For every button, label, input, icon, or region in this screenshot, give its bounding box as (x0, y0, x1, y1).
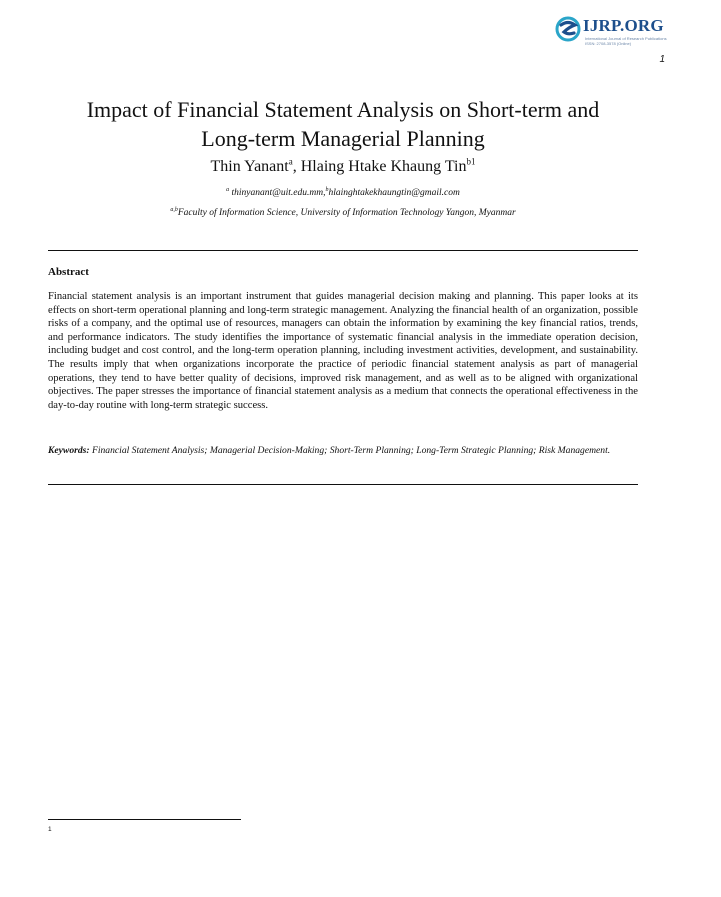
email-a[interactable]: thinyanant@uit.edu.mm, (229, 188, 326, 198)
abstract-heading: Abstract (48, 266, 89, 278)
abstract-text: Financial statement analysis is an important instrument that guides managerial decision making and planning. This paper looks at its effects on short-term operational planning and long-term strategic management. Analyzing the financial health of an organization, possible risks of a company, and the optimal use of resources, managers can obtain the information by examining the key financial ratios, trends, and performance indicators. The study identifies the importance of systematic financial analysis in the immediate operation decision, including budget and cost control, and the long-term operation planning, including investment activities, development, and sustainability. The results imply that when organizations incorporate the practice of periodic financial statement analysis as part of managerial operations, they tend to have better quality of decisions, improved risk management, and as well as to be aligned with organizational objectives. The paper stresses the importance of financial statement analysis as a medium that connects the operational effectiveness in the day-to-day routine with long-term strategic success. (48, 291, 638, 411)
journal-logo (555, 16, 667, 46)
affiliation-mark: a,b (170, 206, 178, 213)
title-line-2: Long-term Managerial Planning (201, 126, 485, 151)
author-1-name: Thin Yanant (210, 158, 289, 175)
author-1-mark: a (288, 156, 293, 167)
page-number: 1 (659, 54, 665, 65)
title-line-1: Impact of Financial Statement Analysis on Short-term and (86, 97, 600, 122)
author-2-name: Hlaing Htake Khaung Tin (300, 158, 467, 175)
abstract-bottom-rule (48, 484, 638, 485)
author-affiliation (48, 207, 638, 219)
footnote-mark: 1 (48, 826, 52, 833)
author-emails (48, 187, 638, 199)
email-b[interactable]: hlainghtakekhaungtin@gmail.com (328, 188, 460, 198)
globe-icon (555, 16, 581, 42)
keywords (48, 445, 638, 458)
logo-name: IJRP.ORG (583, 16, 664, 35)
logo-issn: ISSN: 2708-3578 (Online) (585, 41, 632, 46)
logo-tagline: International Journal of Research Publications (585, 36, 667, 41)
paper-title (48, 95, 638, 153)
email-mark-a: a (226, 186, 230, 193)
abstract-top-rule (48, 250, 638, 251)
author-list (48, 157, 638, 177)
email-mark-b: b (325, 186, 329, 193)
affiliation-text: Faculty of Information Science, University of Information Technology Yangon, Myanmar (177, 208, 516, 218)
author-2-mark: b1 (466, 156, 476, 167)
keywords-text: Financial Statement Analysis; Managerial Decision-Making; Short-Term Planning; Long-Term Strategic Planning; Risk Management. (89, 445, 611, 456)
footnote-rule (48, 819, 241, 820)
author-separator: , (292, 158, 301, 175)
keywords-label: Keywords: (48, 445, 90, 456)
